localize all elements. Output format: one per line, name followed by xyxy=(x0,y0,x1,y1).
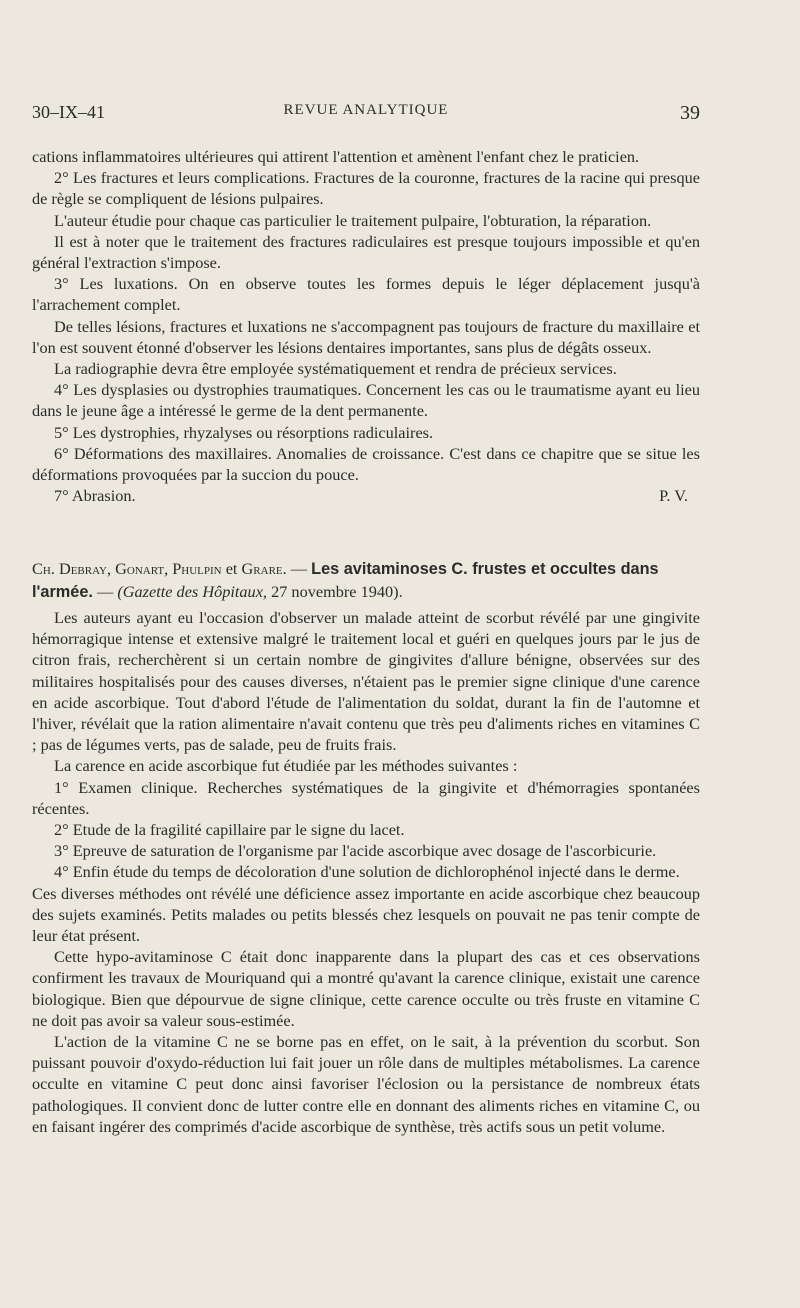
paragraph: 3° Les luxations. On en observe toutes les formes depuis le léger déplacement jusqu'à l'arrachement complet. xyxy=(32,274,700,315)
separator-dash: — xyxy=(286,559,312,578)
running-title: REVUE ANALYTIQUE xyxy=(283,102,449,118)
paragraph: 1° Examen clinique. Recherches systématiques de la gingivite et d'hémorragies spontanées récentes. xyxy=(32,777,700,818)
conjunction: et xyxy=(221,559,242,578)
paragraph: 5° Les dystrophies, rhyzalyses ou résorptions radiculaires. xyxy=(54,422,434,442)
paragraph: 6° Déformations des maxillaires. Anomalies de croissance. C'est dans ce chapitre que se situe les déformations provoquées par la succion du pouce. xyxy=(32,443,700,485)
authors-primary: Ch. Debray, Gonart, Phulpin xyxy=(32,559,222,578)
paragraph: L'auteur étudie pour chaque cas particulier le traitement pulpaire, l'obturation, la réparation. xyxy=(54,210,652,230)
authors-last: Grare. xyxy=(241,559,287,578)
running-header xyxy=(32,98,700,128)
abstract-body xyxy=(32,607,700,1137)
paragraph: Il est à noter que le traitement des fractures radiculaires est presque toujours impossible et qu'en général l'extraction s'impose. xyxy=(32,231,700,273)
paragraph: Cette hypo-avitaminose C était donc inapparente dans la plupart des cas et ces observations confirment les travaux de Mouriquand qui a montré qu'avant la carence clinique, existait une carence biologique. Bien que dépourvue de signe clinique, cette carence occulte ou très fruste en vitamine C ne doit pas avoir sa valeur sous-estimée. xyxy=(32,947,700,1030)
paragraph: Les auteurs ayant eu l'occasion d'observer un malade atteint de scorbut révélé par une gingivite hémorragique intense et extensive malgré le traitement local et guéri en quelques jours par le jus de citron frais, recherchèrent si un certain nombre de gingivites d'allure bénigne, observées sur des militaires hospitalisés pour des causes diverses, n'étaient pas le premier signe clinique d'une carence en acide ascorbique. Tout d'abord l'étude de l'alimentation du soldat, durant la fin de l'automne et l'hiver, révélait que la ration alimentaire n'avait contenu que très peu d'aliments riches en vitamines C ; pas de légumes verts, pas de salade, peu de fruits frais. xyxy=(32,608,700,755)
publication-date: 27 novembre 1940). xyxy=(267,581,403,601)
signature: P. V. xyxy=(659,486,688,506)
paragraph: L'action de la vitamine C ne se borne pas en effet, on le sait, à la prévention du scorbut. Son puissant pouvoir d'oxydo-réduction lui fait jouer un rôle dans de multiples métabolismes. La carence occulte en vitamine C peut donc ainsi favoriser l'éclosion ou la persistance de nombreux états pathologiques. Il convient donc de lutter contre elle en donnant des aliments riches en vitamine C, ou en faisant ingérer des comprimés d'acide ascorbique de synthèse, très actifs sous un petit volume. xyxy=(32,1032,700,1136)
header-date: 30–IX–41 xyxy=(32,102,105,122)
article-title: Les avitaminoses C. frustes et occultes dans l'armée. xyxy=(32,560,659,601)
paragraph: 2° Les fractures et leurs complications. Fractures de la couronne, fractures de la racine qui presque de règle se compliquent de lésions pulpaires. xyxy=(32,168,700,209)
paragraph: De telles lésions, fractures et luxations ne s'accompagnent pas toujours de fracture du maxillaire et l'on est souvent étonné d'observer les lésions dentaires importantes, sans plus de dégâts osseux. xyxy=(32,316,700,357)
paragraph-text: 7° Abrasion. xyxy=(54,486,136,506)
paragraph: 3° Epreuve de saturation de l'organisme par l'acide ascorbique avec dosage de l'ascorbicurie. xyxy=(54,841,657,861)
paragraph: La radiographie devra être employée systématiquement et rendra de précieux services. xyxy=(54,359,617,379)
paragraph: La carence en acide ascorbique fut étudiée par les méthodes suivantes : xyxy=(54,756,518,776)
top-text-block xyxy=(32,146,700,506)
paragraph: 4° Les dysplasies ou dystrophies traumatiques. Concernent les cas ou le traumatisme ayant eu lieu dans le jeune âge a intéressé le germe de la dent permanente. xyxy=(32,380,700,421)
page-number: 39 xyxy=(680,102,700,124)
paragraph: 2° Etude de la fragilité capillaire par le signe du lacet. xyxy=(54,820,405,840)
paragraph: 4° Enfin étude du temps de décoloration d'une solution de dichlorophénol injecté dans le derme. xyxy=(54,862,680,882)
separator-dash: — xyxy=(92,581,118,601)
paragraph: Ces diverses méthodes ont révélé une déficience assez importante en acide ascorbique chez beaucoup des sujets examinés. Petits malades ou petits blessés chez lesquels on pouvait ne pas tenir compte de leur état présent. xyxy=(32,883,700,946)
paragraph: cations inflammatoires ultérieures qui attirent l'attention et amènent l'enfant chez le praticien. xyxy=(32,147,640,166)
paragraph-last xyxy=(32,485,700,506)
journal-source: (Gazette des Hôpitaux, xyxy=(117,581,267,601)
bibliographic-reference xyxy=(32,558,700,603)
